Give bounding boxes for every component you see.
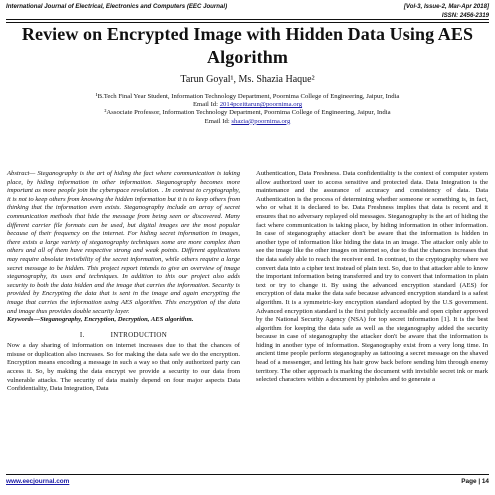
page-number: Page | 14 bbox=[461, 478, 489, 485]
footer-rule bbox=[6, 474, 489, 475]
right-column bbox=[256, 170, 488, 385]
keywords: Keywords—Steganography, Encryption, Decryption, AES algorithm. bbox=[7, 316, 194, 324]
section-title: INTRODUCTION bbox=[110, 330, 168, 339]
journal-website-link[interactable]: www.eecjournal.com bbox=[6, 478, 70, 485]
journal-name: International Journal of Electrical, Electronics and Computers (EEC Journal) bbox=[6, 3, 228, 10]
email-link[interactable]: 2014pceittarun@poornima.org bbox=[219, 101, 303, 109]
affiliation-1-email-line bbox=[20, 101, 475, 109]
affiliation-2-email-line bbox=[20, 118, 475, 126]
email-label: Email Id: bbox=[204, 117, 232, 125]
introduction-text: Now a day sharing of information on internet increases due to that the chances of misuse or duplication also increases. So for making the data safe we do the encryption. Encryption means encoding a message in such a way so that only authorized party can access it. So, by making the data encrypt we provide a security to our data from vulnerable attacks. The security of data mainly depend on four major aspects Data Confidentiality, Data Integration, Data bbox=[7, 342, 240, 393]
header-rule bbox=[6, 19, 489, 20]
issn: ISSN: 2456-2319 bbox=[441, 12, 489, 19]
email-label: Email Id: bbox=[192, 101, 220, 109]
email-link[interactable]: shazia@poornima.org bbox=[231, 117, 291, 125]
section-heading bbox=[7, 331, 240, 340]
affiliation-1: ¹B.Tech Final Year Student, Information Technology Department, Poornima College of Engineering, Jaipur, India bbox=[95, 93, 400, 100]
section-number: I. bbox=[79, 330, 85, 339]
authors: Tarun Goyal¹, Ms. Shazia Haque² bbox=[180, 74, 315, 85]
paper-title: Review on Encrypted Image with Hidden Data Using AES Algorithm bbox=[21, 24, 474, 67]
affiliation-2: ²Associate Professor, Information Technology Department, Poornima College of Engineering, Jaipur, India bbox=[104, 109, 391, 117]
left-column bbox=[7, 170, 240, 394]
volume-info: [Vol-3, Issue-2, Mar-Apr 2018] bbox=[403, 3, 489, 10]
affiliations bbox=[20, 93, 475, 126]
abstract: Abstract— Steganography is the art of hiding the fact where communication is taking place, by hiding information in other information. Steganography becomes more important as more people join the cyberspace revolution. . In contrast to cryptography, it is not to keep others from knowing the hidden information but it is to keep others from thinking that the information even exists. Steganography include an array of secret communication methods that hide the message from being seen or discovered. Many different carrier file formats can be used, but digital images are the most popular because of their frequency on the internet. For hiding secret information in images, there exists a large variety of steganography techniques some are more complex than others and all of them have respective strong and weak points. Different applications may require absolute invisibility of the secret information, while others require a large secret message to be hidden. This project report intends to give an overview of image steganography, its uses and techniques. In addition to this our project also adds security to both the data hidden and the image that carries the information. Security is provided by Encrypting the data that is sent in the image and again encrypting the image that carries the information using AES algorithm. This encryption of the data and image thus provides double security layer. bbox=[7, 170, 240, 315]
right-column-text: Authentication, Data Freshness. Data confidentiality is the context of computer system allow authorized user to access sensitive and protected data. Data Integration is the maintenance and the assurance of accuracy and consistency of data. Data Authentication is the process of determining whether someone or something is, in fact, who or what it is declared to be. Data Freshness implies that data is recent and it ensures that no adversary replayed old messages. Steganography is the art of hiding the fact where communication is taking place, by hiding information in other information. In case of steganography attacker don't be aware that the information is hidden in another type of information like hiding the data in an image. The attacker only able to see the image like the other images on internet so, due to that the chances increases that the data safely able to reach the receiver end. In contrast, to the cryptography where we convert data into a cipher text instead of plain text. So, due to that attacker able to know the important information being transferred and try to convert that information in plain text or try to change it. By using the advanced encryption standard (AES) for encryption of data make the data safe because advanced encryption standard is a safest algorithm. It is a symmetric-key encryption standard adopted by the U.S government. Advanced encryption standard is the first publicly accessible and open cipher approved by the National Security Agency (NSA) for top secret information [1]. It is the best algorithm for keeping the data safe as well as the steganography added the security because in case of steganography the attacker don't be aware that the information is hiding in another type of information. Steganography exist from a very long time. In ancient time people perform steganography as tattooing a secret message on the shaved head of a messenger, and letting his hair grow back before sending him through enemy territory. The other approach is marking the document with invisible secret ink or mark selected characters within a document by pinholes and to generate a bbox=[256, 170, 488, 384]
